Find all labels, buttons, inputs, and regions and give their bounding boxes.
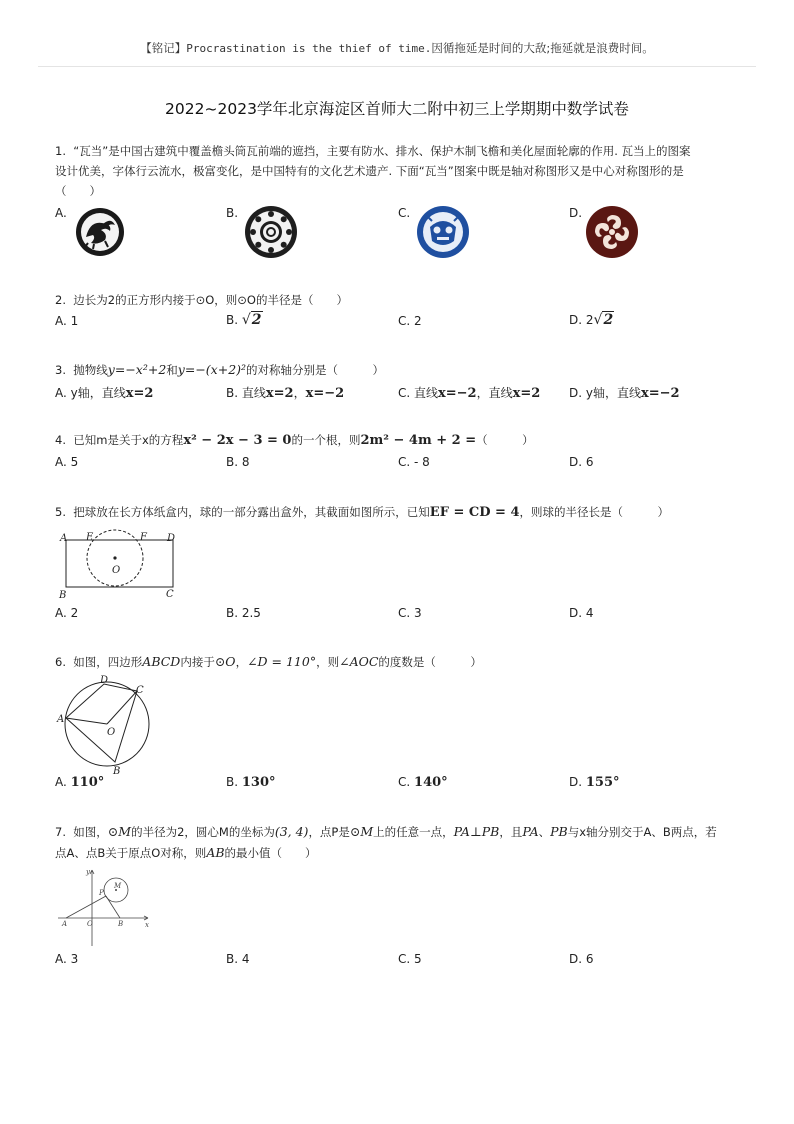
question-5-option-a[interactable]: A. 2 (55, 606, 79, 620)
label-a: A (57, 714, 65, 725)
label-c: C (166, 589, 174, 600)
question-2-option-a[interactable]: A. 1 (55, 314, 79, 328)
wadang-pattern-b-image (244, 205, 298, 259)
label-o: O (112, 565, 121, 576)
question-7-option-c[interactable]: C. 5 (398, 952, 422, 966)
label-d: D (100, 675, 109, 686)
page-title: 2022~2023学年北京海淀区首师大二附中初三上学期期中数学试卷 (165, 100, 629, 118)
motto-english: Procrastination is the thief of time. (186, 42, 432, 55)
label-p: P (99, 889, 104, 897)
label-a: A (60, 533, 68, 544)
question-4-expr-1: x² − 2x − 3 = 0 (183, 433, 292, 448)
question-1-option-b-label[interactable]: B. (226, 206, 239, 220)
question-7-stem-line1: 7. 如图，⊙M的半径为2，圆心M的坐标为(3, 4)，点P是⊙M上的任意一点，PA⊥PB，且PA、PB与x轴分别交于A、B两点，若 (55, 824, 717, 839)
question-4-option-a[interactable]: A. 5 (55, 455, 79, 469)
question-4-expr-2: 2m² − 4m + 2 = (360, 433, 477, 448)
label-o: O (87, 920, 93, 928)
question-3-option-a[interactable]: A. y轴，直线x=2 (55, 386, 154, 401)
question-6-option-c[interactable]: C. 140° (398, 775, 448, 790)
question-7-option-b[interactable]: B. 4 (226, 952, 250, 966)
question-1-option-d-label[interactable]: D. (569, 206, 583, 220)
question-4-option-c[interactable]: C. - 8 (398, 455, 430, 469)
question-6-option-a[interactable]: A. 110° (55, 775, 105, 790)
question-3-option-c[interactable]: C. 直线x=−2，直线x=2 (398, 386, 541, 401)
question-4-option-d[interactable]: D. 6 (569, 455, 594, 469)
question-1-stem-line3: （ ） (55, 184, 101, 198)
label-e: E (86, 532, 94, 543)
label-x: x (145, 921, 149, 929)
question-7-option-d[interactable]: D. 6 (569, 952, 594, 966)
question-3-option-d[interactable]: D. y轴，直线x=−2 (569, 386, 680, 401)
question-7-option-a[interactable]: A. 3 (55, 952, 79, 966)
question-5-figure (55, 528, 185, 600)
question-3-expr-2: y=−(x+2)² (177, 362, 247, 377)
question-2-option-b[interactable]: B. √2 (226, 312, 262, 328)
question-4-stem: 4. 已知m是关于x的方程x² − 2x − 3 = 0的一个根，则2m² − 4m + 2 =（ ） (55, 433, 534, 448)
question-4-option-b[interactable]: B. 8 (226, 455, 250, 469)
motto-chinese: 因循拖延是时间的大敌;拖延就是浪费时间。 (431, 41, 654, 55)
question-1-stem-line2: 设计优美，字体行云流水，极富变化，是中国特有的文化艺术遗产. 下面“瓦当”图案中既是轴对称图形又是中心对称图形的是 (55, 164, 684, 178)
label-b: B (118, 920, 124, 928)
wadang-pattern-a-image (72, 207, 128, 257)
question-7-stem-line2: 点A、点B关于原点O对称，则AB的最小值（ ） (55, 845, 317, 860)
label-o: O (107, 727, 116, 738)
wadang-pattern-d-image (585, 205, 639, 259)
box-rectangle (66, 540, 173, 587)
label-b: B (113, 766, 121, 777)
center-point-o (113, 556, 116, 559)
question-2-option-d-radicand: 2 (603, 312, 614, 328)
motto-header (0, 40, 794, 56)
label-b: B (59, 590, 67, 600)
question-1-option-c-label[interactable]: C. (398, 206, 411, 220)
question-3-stem: 3. 抛物线y=−x²+2和y=−(x+2)²的对称轴分别是（ ） (55, 362, 385, 377)
question-1-number: 1. (55, 144, 66, 158)
question-3-expr-1: y=−x²+2 (107, 362, 167, 377)
question-5-stem: 5. 把球放在长方体纸盒内，球的一部分露出盒外，其截面如图所示，已知EF = CD = 4，则球的半径长是（ ） (55, 505, 669, 520)
question-5-option-d[interactable]: D. 4 (569, 606, 594, 620)
label-f: F (140, 532, 147, 543)
question-5-option-b[interactable]: B. 2.5 (226, 606, 261, 620)
question-2-option-c[interactable]: C. 2 (398, 314, 422, 328)
question-1-option-a-label[interactable]: A. (55, 206, 67, 220)
wadang-pattern-c-image (416, 205, 470, 259)
label-c: C (136, 685, 144, 696)
label-d: D (167, 533, 176, 544)
label-y: y (86, 868, 90, 876)
question-2-stem: 2. 边长为2的正方形内接于⊙O，则⊙O的半径是（ ） (55, 293, 348, 307)
label-a: A (62, 920, 68, 928)
question-7-figure (54, 866, 154, 948)
header-divider (38, 66, 756, 67)
question-6-figure (55, 674, 160, 778)
question-5-option-c[interactable]: C. 3 (398, 606, 422, 620)
question-5-expr-1: EF = CD = 4 (429, 505, 520, 520)
question-2-option-b-radicand: 2 (251, 312, 262, 328)
motto-prefix: 【铭记】 (140, 41, 187, 55)
question-6-stem: 6. 如图，四边形ABCD内接于⊙O，∠D = 110°，则∠AOC的度数是（ ） (55, 654, 482, 669)
label-m: M (114, 882, 122, 890)
question-1-stem-line1: 1. “瓦当”是中国古建筑中覆盖檐头筒瓦前端的遮挡，主要有防水、排水、保护木制飞檐和美化屋面轮廓的作用. 瓦当上的图案 (55, 144, 691, 158)
question-6-option-d[interactable]: D. 155° (569, 775, 620, 790)
question-2-option-d[interactable]: D. 2√2 (569, 312, 614, 328)
question-3-option-b[interactable]: B. 直线x=2，x=−2 (226, 386, 345, 401)
question-6-option-b[interactable]: B. 130° (226, 775, 276, 790)
